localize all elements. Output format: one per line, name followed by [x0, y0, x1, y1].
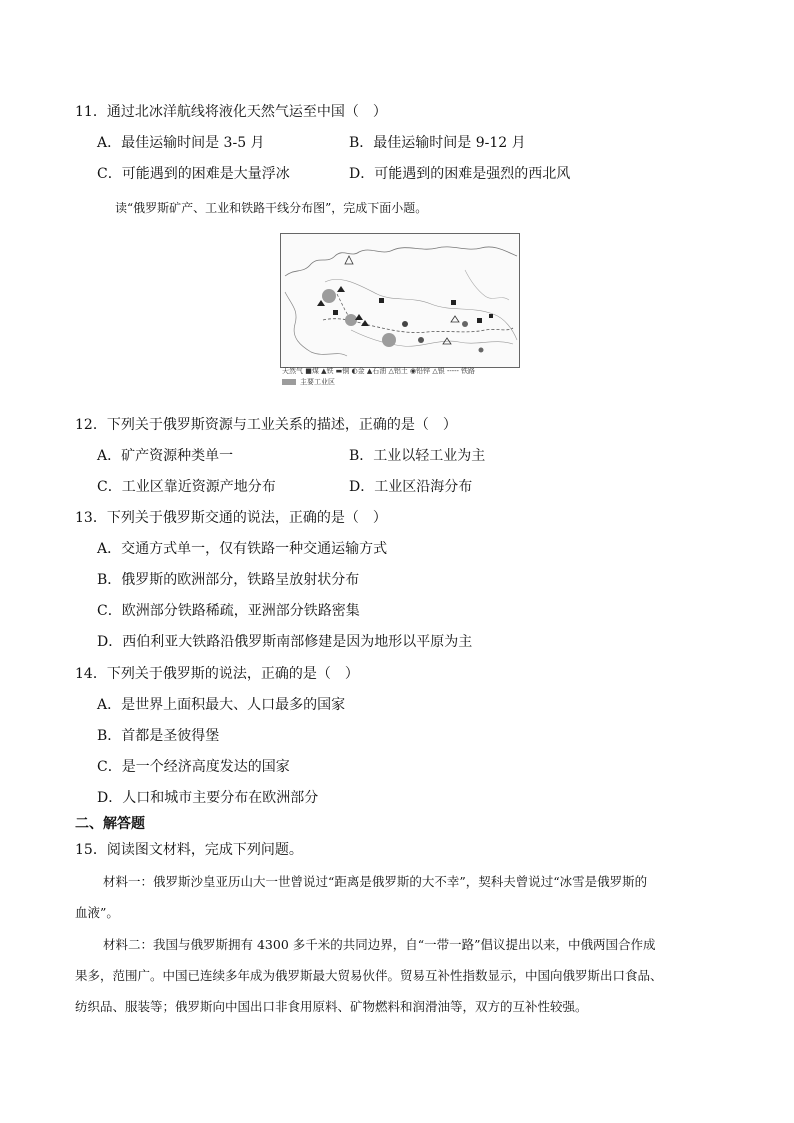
q13-option-c[interactable]: C．欧洲部分铁路稀疏，亚洲部分铁路密集: [97, 603, 360, 619]
q14-option-b[interactable]: B．首都是圣彼得堡: [97, 728, 220, 744]
q13-option-b[interactable]: B．俄罗斯的欧洲部分，铁路呈放射状分布: [97, 572, 360, 588]
q13-option-d[interactable]: D．西伯利亚大铁路沿俄罗斯南部修建是因为地形以平原为主: [97, 634, 473, 650]
section-heading: 二、解答题: [75, 816, 145, 832]
map-legend: [282, 367, 475, 376]
q14-option-a[interactable]: A．是世界上面积最大、人口最多的国家: [97, 697, 346, 713]
industry-swatch: [282, 379, 296, 385]
q14-option-c[interactable]: C．是一个经济高度发达的国家: [97, 759, 290, 775]
material-1-line-2: 血液”。: [75, 905, 119, 920]
q11-option-c[interactable]: C．可能遇到的困难是大量浮冰: [97, 166, 290, 182]
map-legend-industry: [282, 378, 335, 387]
q12-option-c[interactable]: C．工业区靠近资源产地分布: [97, 479, 276, 495]
q12-option-a[interactable]: A．矿产资源种类单一: [97, 448, 234, 464]
q12-stem: 12．下列关于俄罗斯资源与工业关系的描述，正确的是（ ）: [75, 417, 457, 433]
q14-option-d[interactable]: D．人口和城市主要分布在欧洲部分: [97, 790, 319, 806]
material-2-line-2: 果多，范围广。中国已连续多年成为俄罗斯最大贸易伙伴。贸易互补性指数显示，中国向俄罗斯出口食品、: [75, 968, 663, 983]
legend-text: 天然气 ■煤 ▲铁 ▬铜 ◐金 ▲石油 △铝土 ◉铅锌 △银 ----- 铁路: [282, 367, 476, 375]
q11-option-a[interactable]: A．最佳运输时间是 3-5 月: [97, 135, 265, 151]
q13-stem: 13．下列关于俄罗斯交通的说法，正确的是（ ）: [75, 510, 387, 526]
map-drawing: [281, 234, 519, 367]
q12-option-b[interactable]: B．工业以轻工业为主: [349, 448, 486, 464]
q11-option-b[interactable]: B．最佳运输时间是 9-12 月: [349, 135, 526, 151]
legend-industry-label: 主要工业区: [300, 378, 335, 386]
material-2-line-3: 纺织品、服装等；俄罗斯向中国出口非食用原料、矿物燃料和润滑油等，双方的互补性较强。: [75, 999, 588, 1014]
russia-resource-map: [280, 233, 520, 368]
material-1-line-1: 材料一：俄罗斯沙皇亚历山大一世曾说过“距离是俄罗斯的大不幸”，契科夫曾说过“冰雪是俄罗斯的: [103, 874, 648, 889]
material-2-line-1: 材料二：我国与俄罗斯拥有 4300 多千米的共同边界，自“一带一路”倡议提出以来，中俄两国合作成: [103, 937, 656, 952]
q15-stem: 15．阅读图文材料，完成下列问题。: [75, 842, 303, 858]
q12-option-d[interactable]: D．工业区沿海分布: [349, 479, 473, 495]
map-intro: 读“俄罗斯矿产、工业和铁路干线分布图”，完成下面小题。: [115, 201, 428, 215]
q13-option-a[interactable]: A．交通方式单一，仅有铁路一种交通运输方式: [97, 541, 388, 557]
q11-option-d[interactable]: D．可能遇到的困难是强烈的西北风: [349, 166, 571, 182]
q14-stem: 14．下列关于俄罗斯的说法，正确的是（ ）: [75, 666, 359, 682]
q11-stem: 11．通过北冰洋航线将液化天然气运至中国（ ）: [75, 104, 387, 120]
